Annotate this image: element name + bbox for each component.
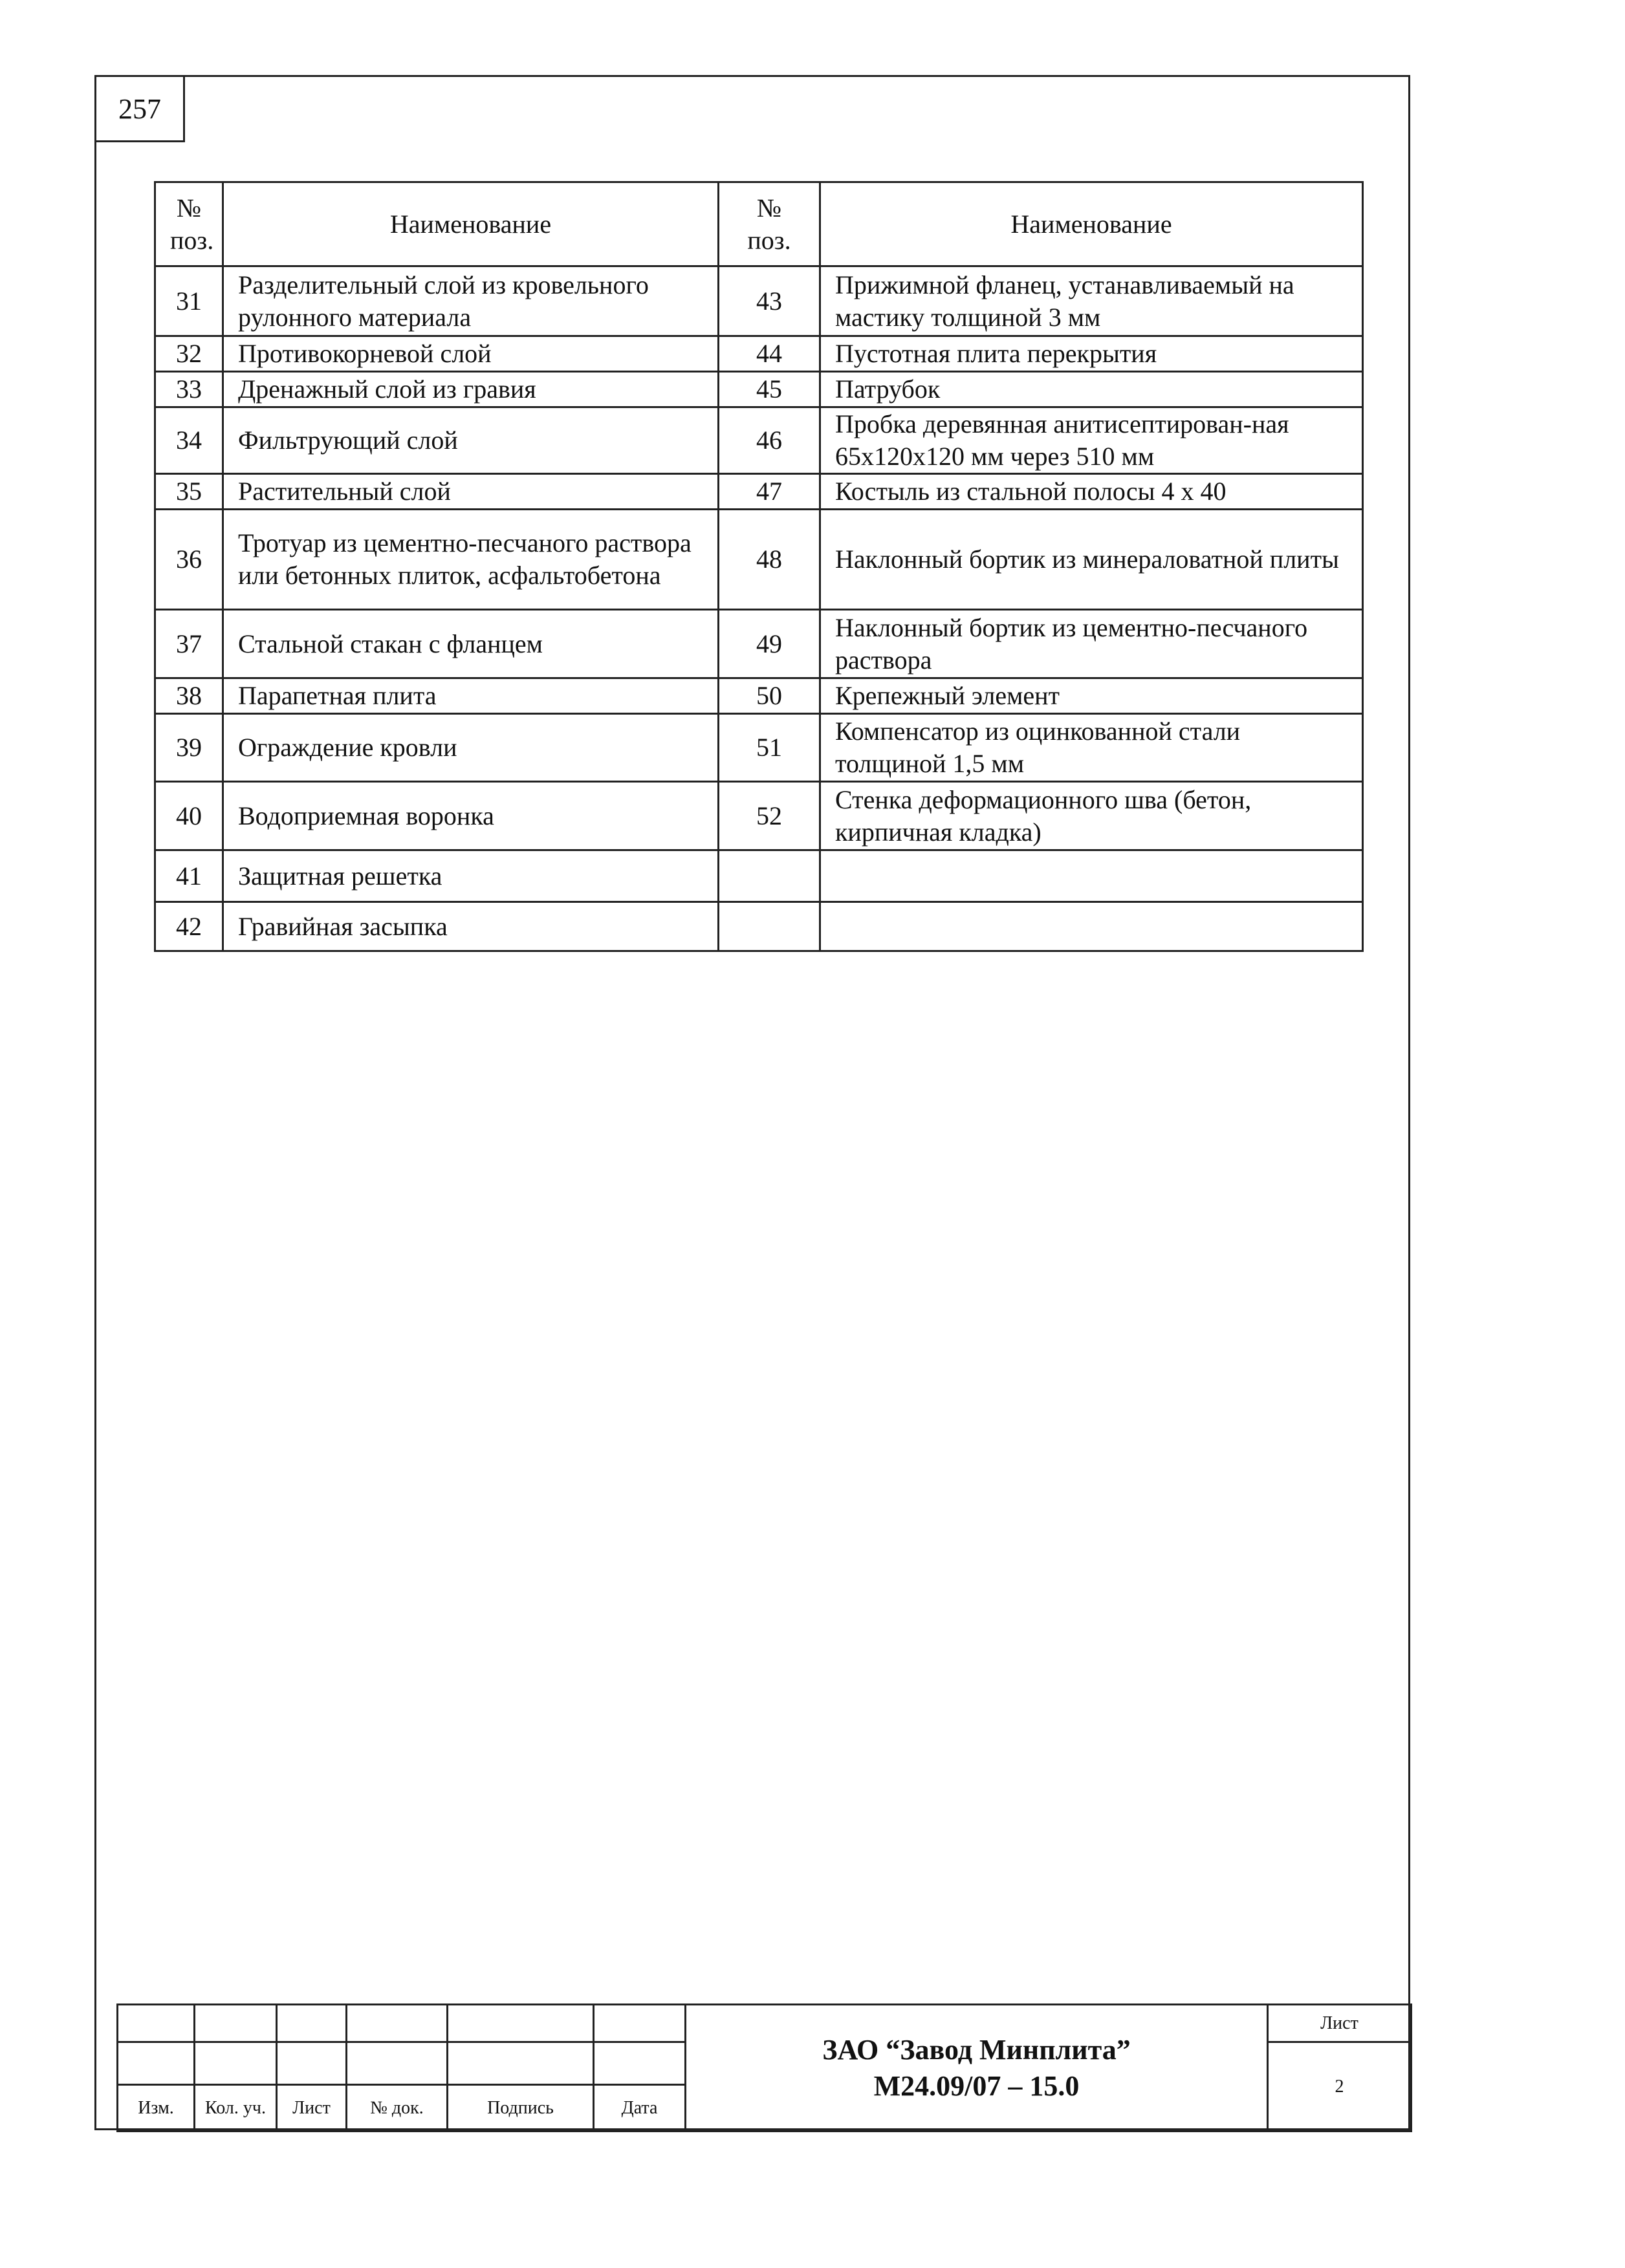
pos-number: 47 <box>719 474 820 510</box>
specification-table <box>154 181 1364 952</box>
table-row <box>155 714 1363 782</box>
stamp-cell <box>347 2005 448 2042</box>
table-row <box>155 474 1363 510</box>
stamp-cell <box>448 2042 594 2085</box>
table-row <box>155 336 1363 372</box>
document-code: М24.09/07 – 15.0 <box>873 2069 1080 2102</box>
stamp-cell <box>195 2042 277 2085</box>
item-name: Защитная решетка <box>223 850 719 902</box>
item-name: Фильтрующий слой <box>223 407 719 474</box>
item-name: Пустотная плита перекрытия <box>820 336 1363 372</box>
item-name: Патрубок <box>820 372 1363 407</box>
table-row <box>155 510 1363 610</box>
stamp-col-date: Дата <box>594 2085 686 2132</box>
stamp-cell <box>277 2042 347 2085</box>
pos-number: 31 <box>155 266 223 336</box>
item-name: Наклонный бортик из цементно-песчаного раствора <box>820 610 1363 678</box>
title-block <box>116 2003 1412 2132</box>
item-name <box>820 902 1363 951</box>
pos-number: 38 <box>155 678 223 714</box>
item-name: Крепежный элемент <box>820 678 1363 714</box>
item-name <box>820 850 1363 902</box>
company-name: ЗАО “Завод Минплита” <box>822 2033 1131 2066</box>
item-name: Противокорневой слой <box>223 336 719 372</box>
item-name: Прижимной фланец, устанавливаемый на мастику толщиной 3 мм <box>820 266 1363 336</box>
table-row <box>155 782 1363 850</box>
stamp-cell <box>195 2005 277 2042</box>
header-name-right: Наименование <box>820 182 1363 266</box>
stamp-col-izm: Изм. <box>118 2085 195 2132</box>
stamp-col-doc-num: № док. <box>347 2085 448 2132</box>
pos-number: 43 <box>719 266 820 336</box>
pos-number: 44 <box>719 336 820 372</box>
stamp-col-signature: Подпись <box>448 2085 594 2132</box>
pos-number: 34 <box>155 407 223 474</box>
header-name-left: Наименование <box>223 182 719 266</box>
item-name: Компенсатор из оцинкованной стали толщиной 1,5 мм <box>820 714 1363 782</box>
header-num-left: № поз. <box>155 182 223 266</box>
item-name: Гравийная засыпка <box>223 902 719 951</box>
item-name: Водоприемная воронка <box>223 782 719 850</box>
stamp-cell <box>118 2005 195 2042</box>
pos-number: 41 <box>155 850 223 902</box>
item-name: Ограждение кровли <box>223 714 719 782</box>
stamp-title-cell <box>686 2005 1268 2132</box>
pos-number: 33 <box>155 372 223 407</box>
pos-number: 46 <box>719 407 820 474</box>
sheet-label: Лист <box>1268 2005 1412 2042</box>
item-name: Парапетная плита <box>223 678 719 714</box>
item-name: Наклонный бортик из минераловатной плиты <box>820 510 1363 610</box>
stamp-cell <box>448 2005 594 2042</box>
pos-number: 40 <box>155 782 223 850</box>
table-row <box>155 407 1363 474</box>
item-name: Растительный слой <box>223 474 719 510</box>
pos-number <box>719 902 820 951</box>
item-name: Тротуар из цементно-песчаного раствора или бетонных плиток, асфальтобетона <box>223 510 719 610</box>
pos-number: 45 <box>719 372 820 407</box>
stamp-col-list: Лист <box>277 2085 347 2132</box>
stamp-cell <box>594 2005 686 2042</box>
pos-number: 32 <box>155 336 223 372</box>
pos-number: 49 <box>719 610 820 678</box>
pos-number: 51 <box>719 714 820 782</box>
table-row <box>155 850 1363 902</box>
stamp-cell <box>594 2042 686 2085</box>
item-name: Стенка деформационного шва (бетон, кирпичная кладка) <box>820 782 1363 850</box>
pos-number: 35 <box>155 474 223 510</box>
stamp-cell <box>118 2042 195 2085</box>
table-row <box>155 610 1363 678</box>
item-name: Разделительный слой из кровельного рулонного материала <box>223 266 719 336</box>
item-name: Дренажный слой из гравия <box>223 372 719 407</box>
header-num-right: № поз. <box>719 182 820 266</box>
stamp-col-kol-uch: Кол. уч. <box>195 2085 277 2132</box>
table-row <box>155 372 1363 407</box>
pos-number <box>719 850 820 902</box>
table-row <box>155 902 1363 951</box>
pos-number: 48 <box>719 510 820 610</box>
item-name: Костыль из стальной полосы 4 х 40 <box>820 474 1363 510</box>
pos-number: 37 <box>155 610 223 678</box>
table-header-row <box>155 182 1363 266</box>
stamp-cell <box>347 2042 448 2085</box>
pos-number: 36 <box>155 510 223 610</box>
sheet-value: 2 <box>1268 2042 1412 2132</box>
stamp-cell <box>277 2005 347 2042</box>
item-name: Пробка деревянная анитисептирован-ная 65х120х120 мм через 510 мм <box>820 407 1363 474</box>
item-name: Стальной стакан с фланцем <box>223 610 719 678</box>
pos-number: 39 <box>155 714 223 782</box>
pos-number: 50 <box>719 678 820 714</box>
page-number: 257 <box>94 75 185 142</box>
pos-number: 42 <box>155 902 223 951</box>
pos-number: 52 <box>719 782 820 850</box>
table-row <box>155 266 1363 336</box>
table-row <box>155 678 1363 714</box>
